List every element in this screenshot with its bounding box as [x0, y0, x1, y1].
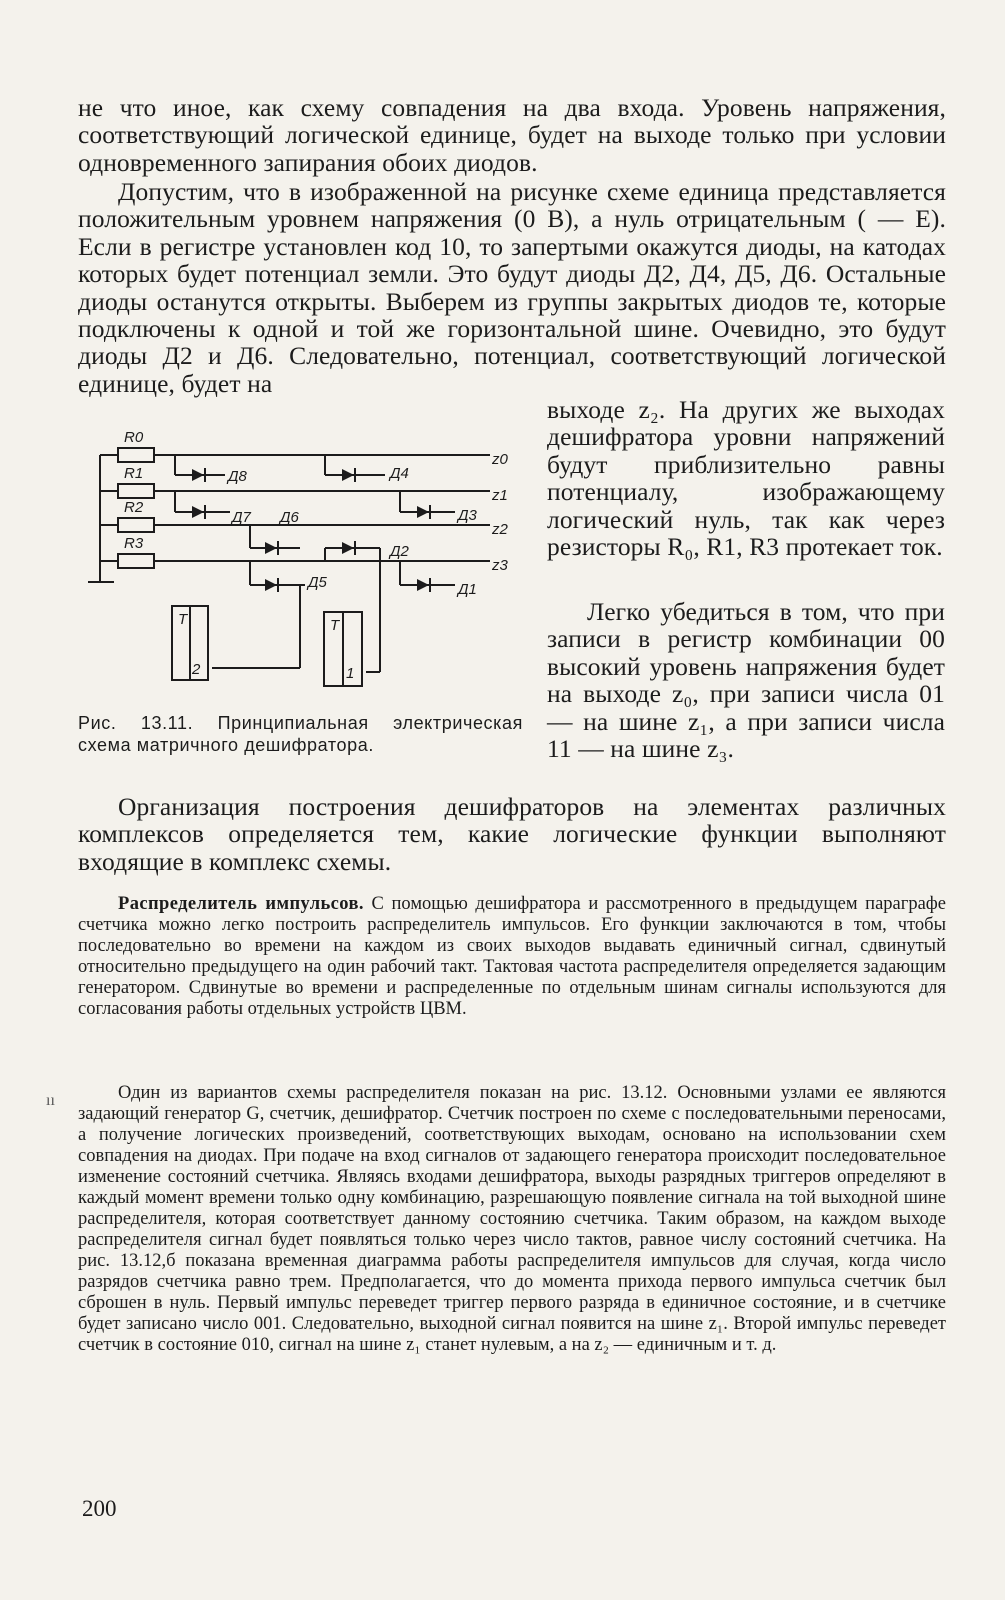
diode-d7 [175, 491, 252, 526]
diode-d6 [250, 509, 300, 555]
trigger-1 [324, 548, 380, 686]
diode-d1 [400, 561, 477, 598]
output-z1-label: z1 [492, 487, 508, 504]
diode-d1-label: Д1 [458, 581, 477, 598]
diode-d6-label: Д6 [280, 509, 299, 526]
diode-d3 [400, 491, 478, 524]
resistor-r2 [118, 499, 154, 532]
trigger-1-letter: T [330, 617, 340, 634]
trigger-2-number: 2 [192, 661, 201, 678]
paragraph-combinations: Легко убедиться в том, что при записи в регистр комбинации 00 высокий уровень напряжения будет на выходе z₀, при записи числа 01 — на шине z₁, а при записи числа 11 — на шине z₃. [547, 597, 945, 764]
resistor-r3-label: R3 [124, 535, 144, 552]
resistor-r0 [118, 429, 154, 462]
paragraph-continuation: не что иное, как схему совпадения на два входа. Уровень напряжения, соответствующий логической единице, будет на выходе только при условии одновременного запирания обоих диодов. [78, 93, 946, 177]
resistor-r2-label: R2 [124, 499, 144, 516]
diode-d4-label: Д4 [390, 465, 409, 482]
diode-d7-label: Д7 [232, 509, 251, 526]
diode-d8-label: Д8 [228, 468, 247, 485]
paragraph-decoder-explanation: Допустим, что в изображенной на рисунке схеме единица представляется положительным уровнем напряжения (0 В), а нуль отрицательным ( — E). Если в регистре установлен код 10, то запертыми окажутся диоды, на катодах которых будет потенциал земли. Это будут диоды Д2, Д4, Д5, Д6. Остальные диоды останутся открыты. Выберем из группы закрытых диодов те, которые подключены к одной и той же горизонтальной шине. Очевидно, это будут диоды Д2 и Д6. Следовательно, потенциал, соответствующий логической единице, будет на [78, 177, 946, 398]
diode-d5 [250, 561, 328, 592]
trigger-1-number: 1 [346, 665, 355, 682]
output-z3-label: z3 [492, 557, 508, 574]
diode-d3-label: Д3 [458, 507, 477, 524]
margin-mark: ıı [46, 1092, 55, 1109]
paragraph-pulse-distributor [78, 894, 946, 1020]
runin-heading: Распределитель импульсов. [118, 894, 364, 914]
diode-d2 [325, 541, 410, 561]
paragraph-right-column: выходе z₂. На других же выходах дешифратора уровни напряжений будут приблизительно равны потенциалу, изображающему логический нуль, так как через резисторы R₀, R1, R3 протекает ток. [547, 395, 945, 562]
paragraph-distributor-variant: Один из вариантов схемы распределителя показан на рис. 13.12. Основными узлами ее являются задающий генератор G, счетчик, дешифратор. Счетчик построен по схеме с последовательными переносами, а получение логических произведений, соответствующих выходам, основано на использовании схем совпадения на диодах. При подаче на вход сигналов от задающего генератора происходит последовательное изменение состояний счетчика. Являясь входами дешифратора, выходы разрядных триггеров определяют в каждый момент времени только одну комбинацию, разрешающую появление сигнала на той выходной шине распределителя, которая соответствует данному состоянию счетчика. Таким образом, на каждом выходе распределителя сигнал будет появляться только через число тактов, равное числу состояний счетчика. На рис. 13.12,б показана временная диаграмма работы распределителя импульсов для случая, когда число разрядов счетчика равно трем. Предполагается, что до момента прихода первого импульса счетчик был сброшен в нуль. Первый импульс переведет триггер первого разряда в единичное состояние, и в счетчике будет записано число 001. Следовательно, выходной сигнал появится на шине z₁. Второй импульс переведет счетчик в состояние 010, сигнал на шине z₁ станет нулевым, а на z₂ — единичным и т. д. [78, 1083, 946, 1355]
trigger-2 [172, 585, 300, 680]
output-z2-label: z2 [492, 521, 508, 538]
resistor-r0-label: R0 [124, 429, 144, 446]
diode-d8 [175, 455, 248, 485]
trigger-2-letter: T [178, 611, 188, 628]
resistor-r1 [118, 465, 154, 498]
diode-d5-label: Д5 [308, 574, 327, 591]
paragraph-organization: Организация построения дешифраторов на элементах различных комплексов определяется тем, какие логические функции выполняют входящие в комплекс схемы. [78, 792, 946, 876]
diode-d4 [325, 455, 409, 482]
diode-d2-label: Д2 [390, 543, 409, 560]
figure-caption: Рис. 13.11. Принципиальная электрическая схема матричного дешифратора. [78, 713, 523, 755]
decoder-circuit-figure [80, 420, 520, 700]
resistor-r1-label: R1 [124, 465, 144, 482]
resistor-r3 [118, 535, 154, 568]
output-z0-label: z0 [492, 451, 508, 468]
paragraph-pulse-distributor-text: С помощью дешифратора и рассмотренного в предыдущем параграфе счетчика можно легко построить распределитель импульсов. Его функции заключаются в том, чтобы последовательно во времени на каждом из своих выходов выдавать единичный сигнал, сдвинутый относительно предыдущего на один рабочий такт. Тактовая частота распределителя определяется задающим генератором. Сдвинутые во времени и распределенные по отдельным шинам сигналы используются для согласования работы отдельных устройств ЦВМ. [78, 894, 946, 1019]
page-number: 200 [82, 1496, 117, 1521]
